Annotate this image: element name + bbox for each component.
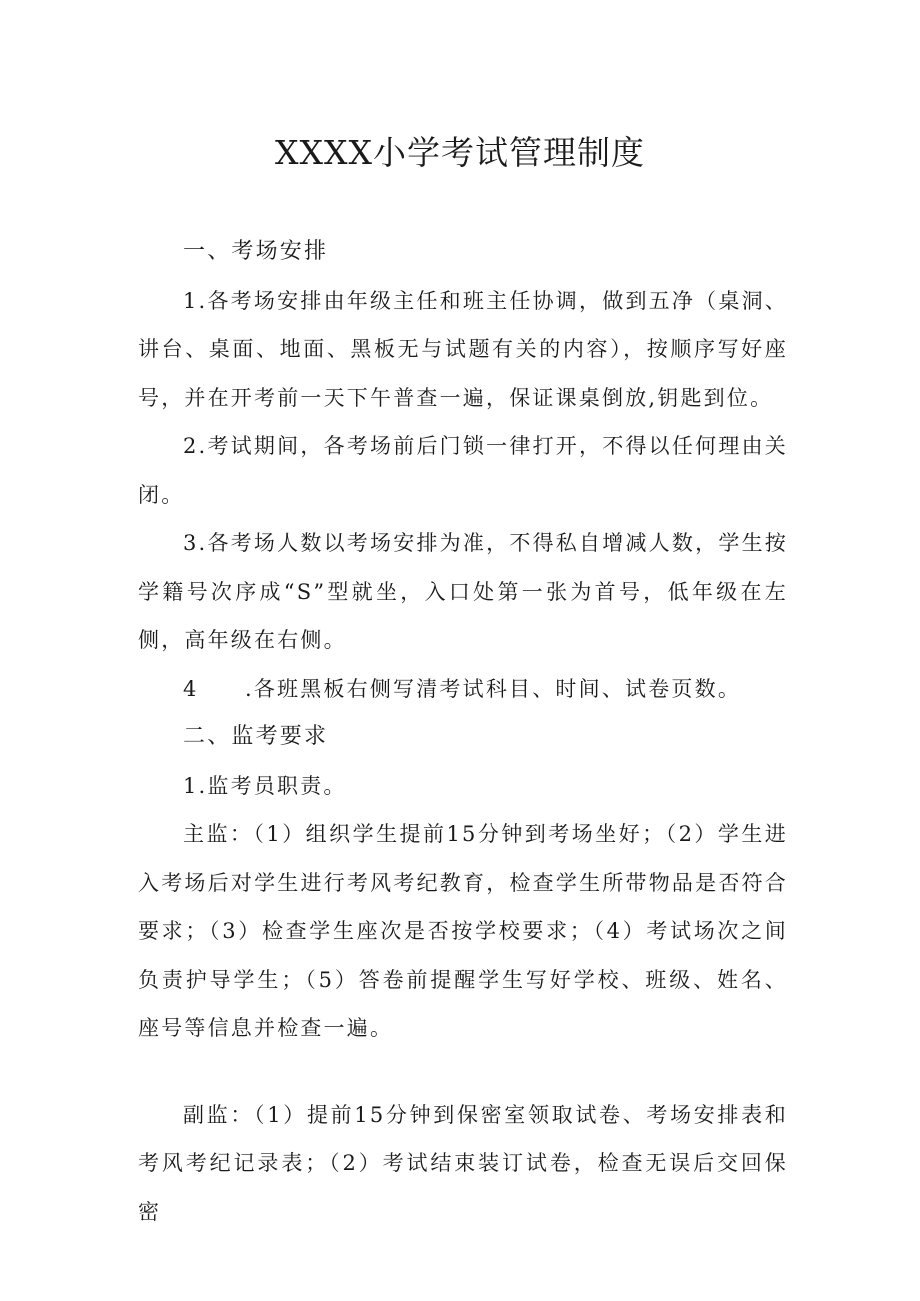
paragraph-seating: 3.各考场人数以考场安排为准，不得私自增减人数，学生按学籍号次序成“S”型就坐，入口处第一张为首号，低年级在左侧，高年级在右侧。	[138, 531, 788, 652]
paragraph-room-cleaning: 1.各考场安排由年级主任和班主任协调，做到五净（桌洞、讲台、桌面、地面、黑板无与试题有关的内容），按顺序写好座号，并在开考前一天下午普查一遍，保证课桌倒放,钥匙到位。	[138, 288, 788, 410]
document-body	[138, 228, 788, 1236]
paragraph-doors-open: 2.考试期间，各考场前后门锁一律打开，不得以任何理由关闭。	[138, 434, 788, 507]
paragraph-chief-proctor: 主监：（1）组织学生提前15分钟到考场坐好；（2）学生进入考场后对学生进行考风考纪教育，检查学生所带物品是否符合要求；（3）检查学生座次是否按学校要求；（4）考试场次之间负责护导学生；（5）答卷前提醒学生写好学校、班级、姓名、座号等信息并检查一遍。	[138, 822, 788, 1040]
paragraph-assistant-proctor: 副监：（1）提前15分钟到保密室领取试卷、考场安排表和考风考纪记录表；（2）考试结束装订试卷，检查无误后交回保密	[138, 1102, 788, 1224]
section-heading-proctoring: 二、监考要求	[183, 724, 329, 749]
paragraph-proctor-duties: 1.监考员职责。	[183, 773, 347, 798]
paragraph-gap	[138, 1053, 788, 1091]
document-title: XXXX小学考试管理制度	[275, 133, 645, 172]
paragraph-blackboard: 4 .各班黑板右侧写清考试科目、时间、试卷页数。	[183, 676, 742, 701]
section-heading-exam-room: 一、考场安排	[183, 239, 329, 264]
